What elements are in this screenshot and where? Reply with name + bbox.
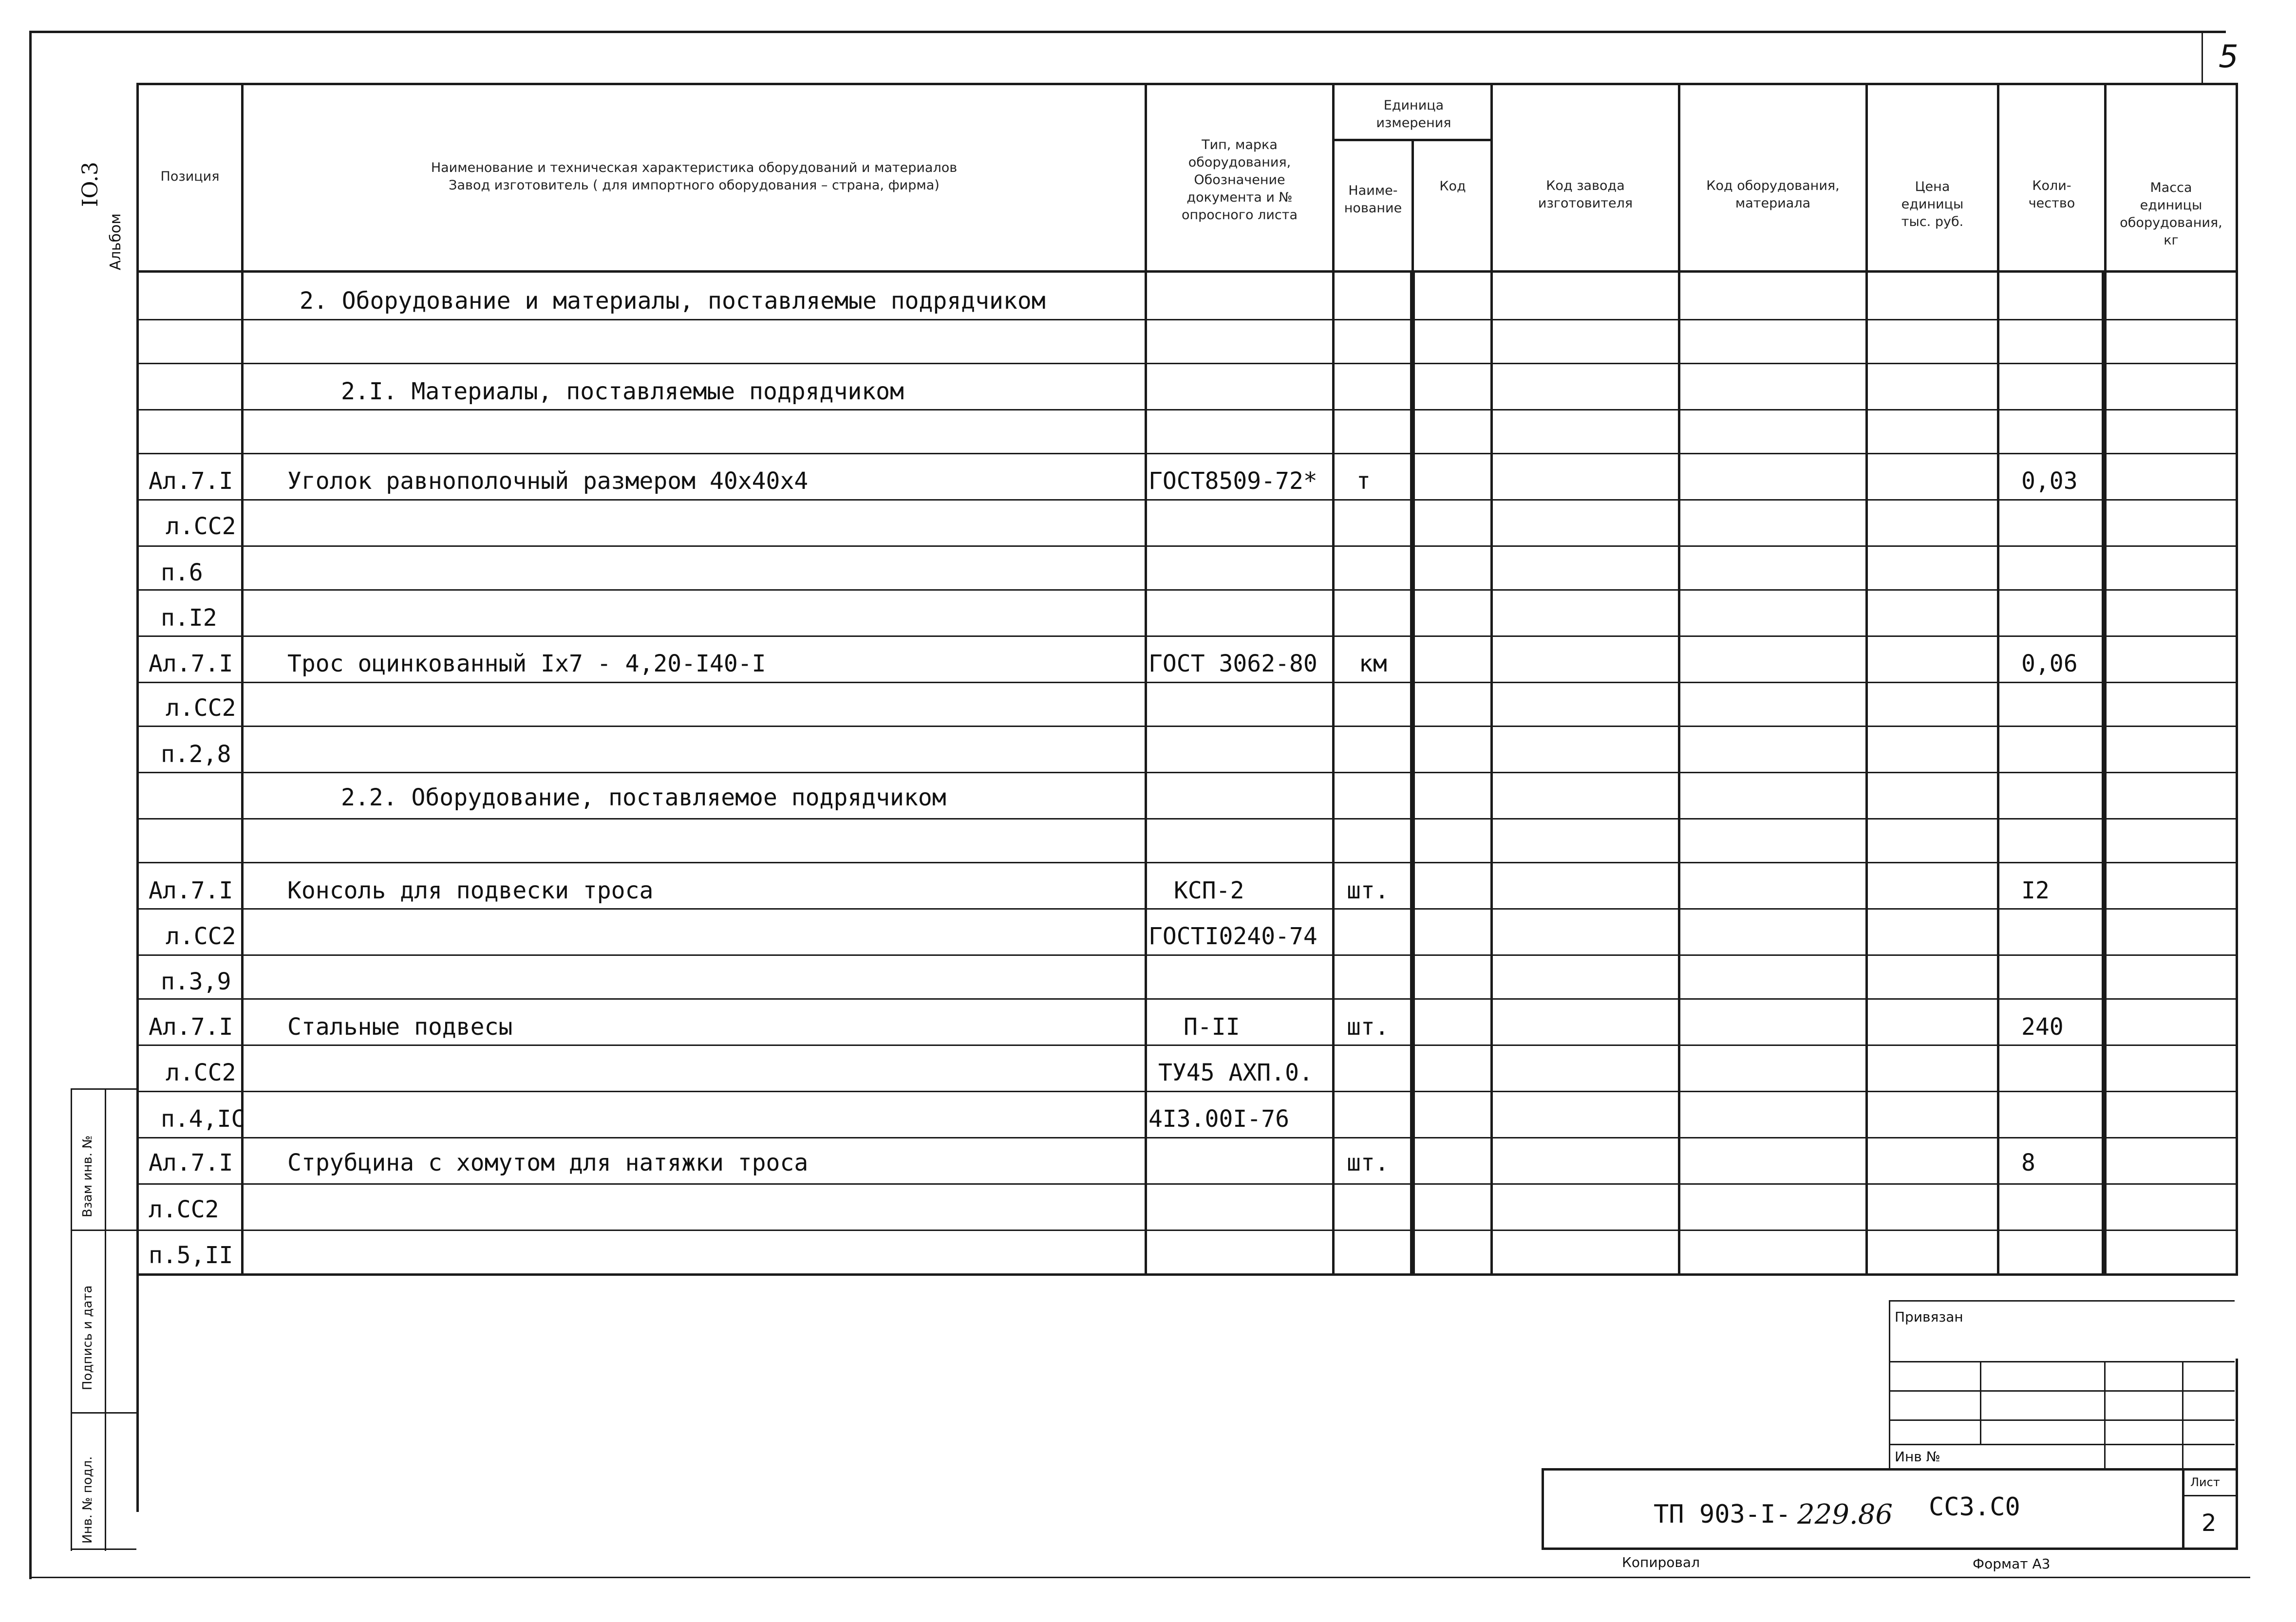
row-position: Ал.7.I (149, 1149, 233, 1176)
row-name: Струбцина с хомутом для натяжки троса (287, 1149, 809, 1176)
stamp-vline-1 (1980, 1361, 1981, 1444)
stamp-doc-code-prefix: ТП 903-I- (1654, 1500, 1791, 1529)
album-label: Альбом (107, 213, 124, 270)
stamp-list-split (2182, 1495, 2236, 1496)
row-position: Ал.7.I (149, 877, 233, 904)
row-position: п.2,8 (161, 741, 231, 768)
side-strip-bottom (71, 1548, 136, 1550)
header-name: Наименование и техническая характеристика оборудований и материалов Завод изготовитель ( для импортного оборудования – страна, фирма) (431, 160, 958, 193)
row-position: л.СС2 (166, 1059, 236, 1086)
header-mass: Масса единицы оборудования, кг (2120, 180, 2222, 248)
row-position: л.СС2 (166, 923, 236, 950)
row-position: л.СС2 (149, 1196, 219, 1223)
row-quantity: 0,06 (2021, 650, 2078, 677)
stamp-list-number: 2 (2202, 1510, 2217, 1537)
footer-format: Формат А3 (1973, 1556, 2051, 1572)
row-position: Ал.7.I (149, 1013, 233, 1041)
table-left (136, 83, 139, 1512)
stamp-inv-no: Инв № (1895, 1449, 1940, 1465)
stamp-vline-3 (2182, 1361, 2183, 1471)
header-price: Цена единицы тыс. руб. (1901, 179, 1964, 229)
header-type: Тип, марка оборудования, Обозначение документа и № опросного листа (1181, 137, 1298, 223)
row-position: п.6 (161, 559, 203, 586)
row-type: ГОСТ8509-72* (1148, 467, 1317, 495)
side-label-podpis: Подпись и дата (80, 1285, 95, 1390)
header-equipment-code: Код оборудования, материала (1706, 178, 1840, 211)
row-quantity: 240 (2021, 1013, 2064, 1041)
row-name: Уголок равнополочный размером 40х40х4 (287, 467, 809, 495)
row-position: Ал.7.I (149, 650, 233, 677)
side-strip-mid (105, 1088, 106, 1551)
table-bottom (139, 1273, 2238, 1276)
row-unit: т (1356, 467, 1371, 495)
header-unit-code: Код (1439, 178, 1466, 194)
row-name: Стальные подвесы (287, 1013, 513, 1041)
row-type: П-II (1184, 1013, 1240, 1041)
header-quantity: Коли- чество (2028, 178, 2075, 211)
sheet-number-box-left (2202, 31, 2203, 84)
side-label-vzam: Взам инв. № (80, 1135, 95, 1217)
sheet-number: 5 (2219, 39, 2239, 75)
row-position: Ал.7.I (149, 467, 233, 495)
header-unit-name: Наиме- нование (1344, 183, 1402, 216)
side-strip-sep2 (71, 1412, 136, 1414)
row-unit: шт. (1347, 1149, 1389, 1176)
row-position: п.4,IС (161, 1105, 245, 1133)
stamp-list-left (2182, 1468, 2184, 1548)
frame-top (29, 31, 2226, 33)
row-unit: шт. (1347, 1013, 1389, 1041)
row-unit: км (1359, 650, 1387, 677)
row-type: КСП-2 (1174, 877, 1244, 904)
row-position: л.СС2 (166, 694, 236, 722)
table-right (2236, 83, 2238, 1273)
row-name: 2. Оборудование и материалы, поставляемые подрядчиком (300, 287, 1046, 315)
stamp-main-top (1542, 1468, 2238, 1471)
row-name: Трос оцинкованный Iх7 - 4,20-I40-I (287, 650, 766, 677)
stamp-privyazan: Привязан (1895, 1309, 1963, 1325)
row-unit: шт. (1347, 877, 1389, 904)
row-position: п.5,II (149, 1242, 233, 1269)
stamp-vline-2 (2104, 1361, 2106, 1471)
row-quantity: 0,03 (2021, 467, 2078, 495)
stamp-sheet-code: СС3.С0 (1929, 1492, 2020, 1522)
row-type: ГОСТ 3062-80 (1148, 650, 1317, 677)
row-position: п.I2 (161, 604, 217, 632)
col-sep-4 (1411, 139, 1414, 270)
stamp-list-right (2236, 1359, 2238, 1548)
stamp-main-left (1542, 1468, 1544, 1548)
row-type: 4I3.00I-76 (1148, 1105, 1289, 1133)
col-sep-3 (1332, 83, 1335, 1276)
header-unit: Единица измерения (1376, 98, 1451, 131)
row-type: ТУ45 АХП.0. (1158, 1059, 1313, 1086)
row-name: 2.I. Материалы, поставляемые подрядчиком (341, 378, 904, 405)
row-quantity: 8 (2021, 1149, 2035, 1176)
album-code: IO.3 (78, 162, 103, 207)
side-strip-sep1 (71, 1230, 136, 1231)
row-type: ГОСТI0240-74 (1148, 923, 1317, 950)
row-name: Консоль для подвески троса (287, 877, 654, 904)
row-name: 2.2. Оборудование, поставляемое подрядчиком (341, 784, 946, 811)
stamp-doc-code-hand: 229.86 (1797, 1499, 1893, 1530)
row-position: п.3,9 (161, 968, 231, 995)
frame-bottom (29, 1577, 2250, 1578)
side-label-inv: Инв. № подл. (80, 1456, 95, 1544)
row-position: л.СС2 (166, 513, 236, 540)
stamp-main-bottom (1542, 1547, 2238, 1550)
header-position: Позиция (160, 168, 220, 184)
stamp-list-label: Лист (2190, 1475, 2220, 1489)
frame-left (29, 31, 32, 1579)
footer-copied: Копировал (1622, 1554, 1700, 1570)
side-strip-top (71, 1088, 136, 1090)
stamp-top (1889, 1300, 2235, 1302)
row-quantity: I2 (2021, 877, 2050, 904)
side-strip-left (71, 1088, 72, 1551)
header-factory-code: Код завода изготовителя (1538, 178, 1633, 211)
